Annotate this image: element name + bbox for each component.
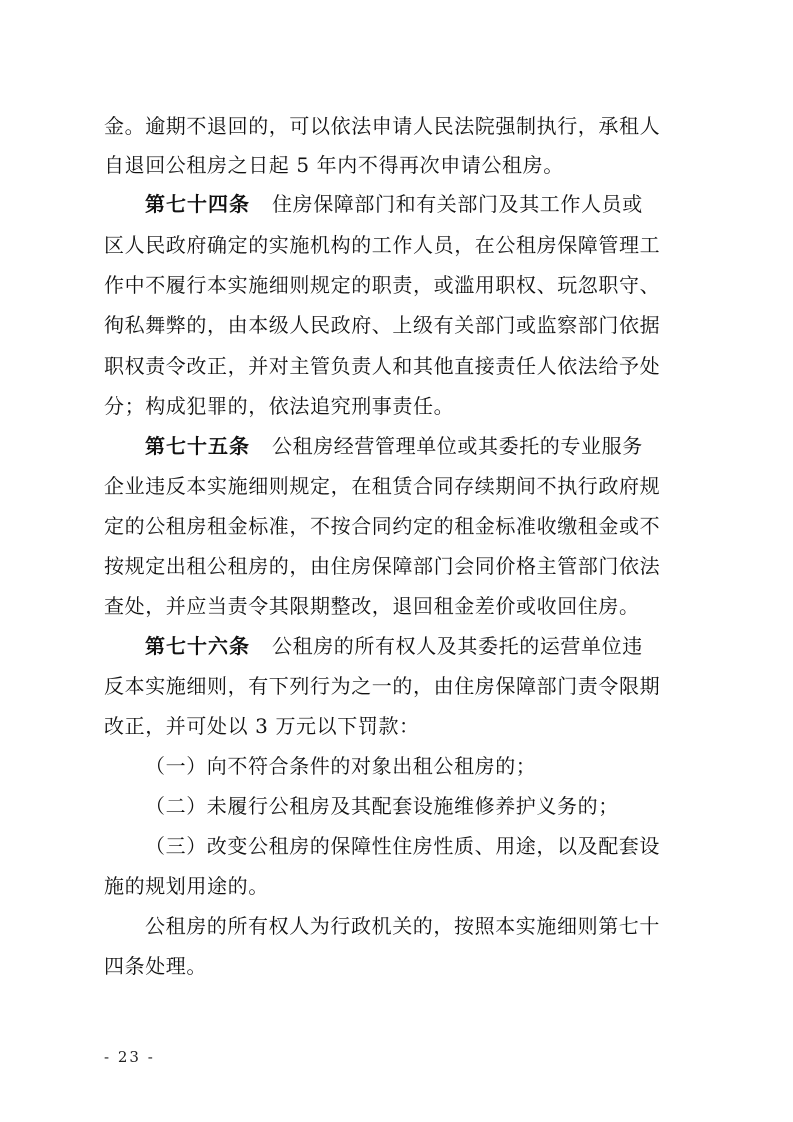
article-74-heading: 第七十四条 xyxy=(145,192,250,216)
text-line: 金。逾期不退回的，可以依法申请人民法院强制执行，承租人 xyxy=(104,114,661,138)
text-line: 分；构成犯罪的，依法追究刑事责任。 xyxy=(104,394,455,418)
text-line: 定的公租房租金标准，不按合同约定的租金标准收缴租金或不 xyxy=(104,514,661,538)
text-line: 查处，并应当责令其限期整改，退回租金差价或收回住房。 xyxy=(104,594,640,618)
article-76-text: 公租房的所有权人及其委托的运营单位违 xyxy=(272,634,643,658)
text-line: 自退回公租房之日起 5 年内不得再次申请公租房。 xyxy=(104,153,564,177)
article-76-heading: 第七十六条 xyxy=(145,634,250,658)
list-item: （三）改变公租房的保障性住房性质、用途，以及配套设 xyxy=(145,834,660,858)
article-74-text: 住房保障部门和有关部门及其工作人员或 xyxy=(272,192,643,216)
text-line: 作中不履行本实施细则规定的职责，或滥用职权、玩忽职守、 xyxy=(104,273,661,297)
text-line: 反本实施细则，有下列行为之一的，由住房保障部门责令限期 xyxy=(104,674,661,698)
text-line: 施的规划用途的。 xyxy=(104,874,269,898)
article-75-text: 公租房经营管理单位或其委托的专业服务 xyxy=(272,434,643,458)
text-line: 按规定出租公租房的，由住房保障部门会同价格主管部门依法 xyxy=(104,554,661,578)
list-item: （一）向不符合条件的对象出租公租房的； xyxy=(145,754,537,778)
list-item: （二）未履行公租房及其配套设施维修养护义务的； xyxy=(145,794,619,818)
article-74-first-line xyxy=(145,192,643,216)
text-line: 区人民政府确定的实施机构的工作人员，在公租房保障管理工 xyxy=(104,233,661,257)
text-line: 企业违反本实施细则规定，在租赁合同存续期间不执行政府规 xyxy=(104,474,661,498)
article-75-first-line xyxy=(145,434,643,458)
text-line: 徇私舞弊的，由本级人民政府、上级有关部门或监察部门依据 xyxy=(104,313,661,337)
article-75-heading: 第七十五条 xyxy=(145,434,250,458)
article-76-first-line xyxy=(145,634,643,658)
text-line: 四条处理。 xyxy=(104,954,207,978)
page-number: - 23 - xyxy=(104,1048,155,1066)
text-line: 改正，并可处以 3 万元以下罚款： xyxy=(104,714,420,738)
text-line: 公租房的所有权人为行政机关的，按照本实施细则第七十 xyxy=(145,914,660,938)
text-line: 职权责令改正，并对主管负责人和其他直接责任人依法给予处 xyxy=(104,354,661,378)
